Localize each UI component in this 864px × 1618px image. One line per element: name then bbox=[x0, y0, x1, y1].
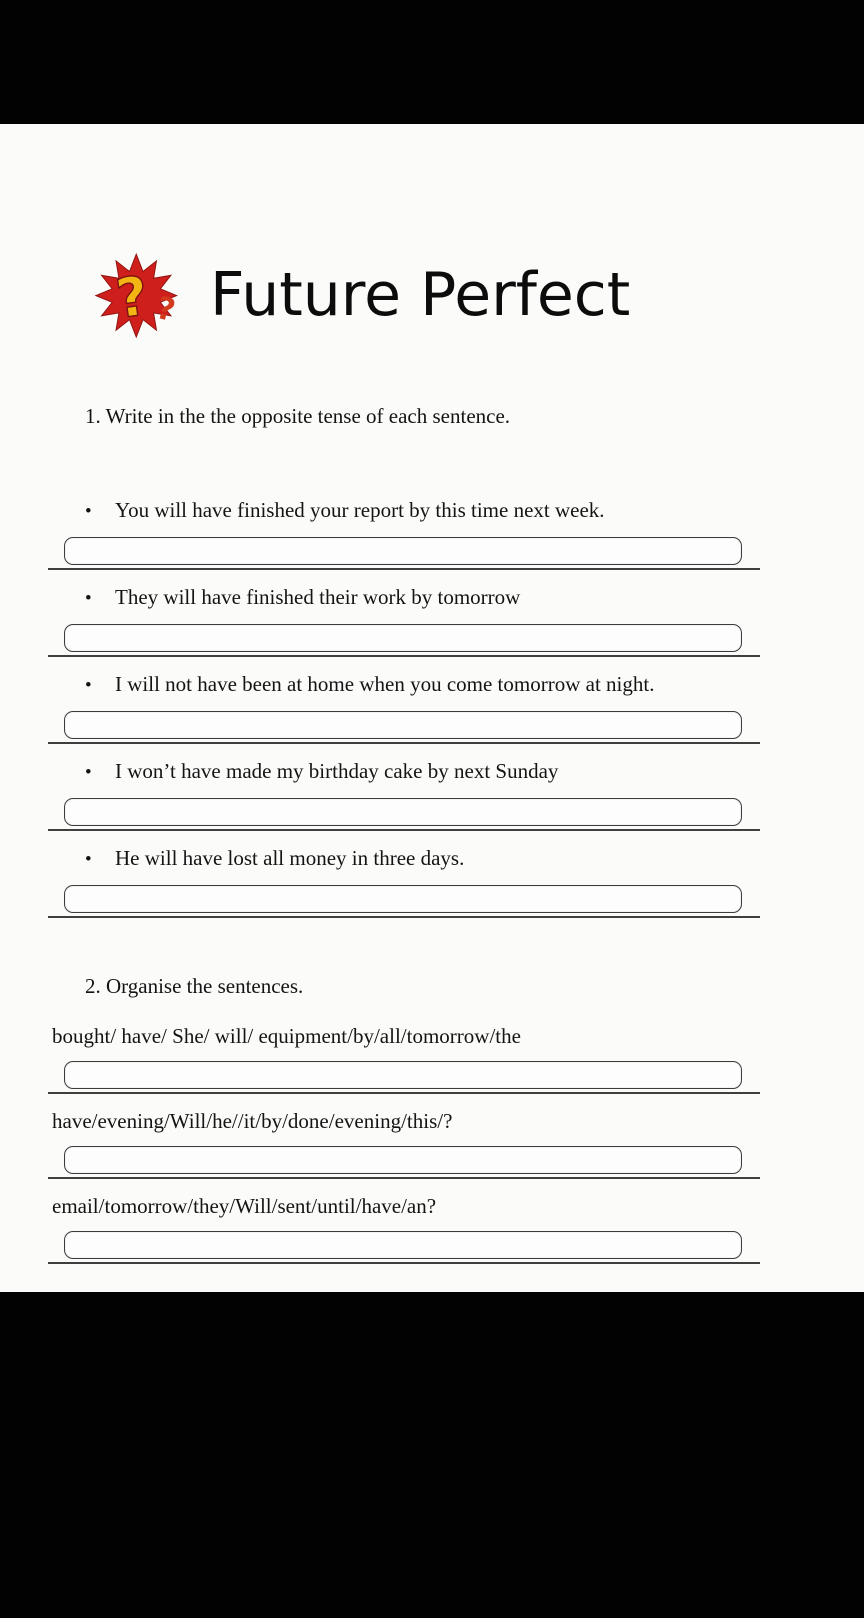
writing-line bbox=[48, 1177, 760, 1179]
sentence-text: They will have finished their work by tomorrow bbox=[115, 585, 521, 609]
exercise-item-6 bbox=[52, 1023, 812, 1094]
section1-heading: 1. Write in the the opposite tense of each sentence. bbox=[85, 404, 511, 428]
writing-line bbox=[48, 916, 760, 918]
exercise-item-3 bbox=[52, 671, 812, 744]
answer-input-3[interactable] bbox=[64, 711, 742, 739]
worksheet-content bbox=[0, 246, 864, 1264]
exercise-item-2 bbox=[52, 584, 812, 657]
bullet-marker: • bbox=[85, 762, 92, 783]
bullet-marker: • bbox=[85, 588, 92, 609]
writing-line bbox=[48, 1092, 760, 1094]
exercise-item-4 bbox=[52, 758, 812, 831]
bullet-marker: • bbox=[85, 501, 92, 522]
section2-items bbox=[52, 1023, 812, 1264]
letterbox-top bbox=[0, 0, 864, 124]
svg-text:?: ? bbox=[112, 263, 153, 331]
scrambled-sentence: have/evening/Will/he//it/by/done/evening/this/? bbox=[52, 1109, 453, 1133]
question-splash-icon bbox=[90, 252, 196, 344]
sentence-text: I will not have been at home when you come tomorrow at night. bbox=[115, 672, 655, 696]
section1-items bbox=[52, 497, 812, 918]
writing-line bbox=[48, 568, 760, 570]
letterbox-bottom bbox=[0, 1292, 864, 1618]
sentence-text: He will have lost all money in three days. bbox=[115, 846, 465, 870]
worksheet-page bbox=[0, 124, 864, 1292]
writing-line bbox=[48, 655, 760, 657]
scrambled-sentence: email/tomorrow/they/Will/sent/until/have/an? bbox=[52, 1194, 437, 1218]
writing-line bbox=[48, 829, 760, 831]
answer-input-5[interactable] bbox=[64, 885, 742, 913]
scrambled-sentence: bought/ have/ She/ will/ equipment/by/all/tomorrow/the bbox=[52, 1024, 521, 1048]
exercise-item-7 bbox=[52, 1108, 812, 1179]
answer-input-1[interactable] bbox=[64, 537, 742, 565]
exercise-item-5 bbox=[52, 845, 812, 918]
title-row bbox=[90, 246, 812, 350]
answer-input-8[interactable] bbox=[64, 1231, 742, 1259]
bullet-marker: • bbox=[85, 849, 92, 870]
writing-line bbox=[48, 1262, 760, 1264]
sentence-text: I won’t have made my birthday cake by next Sunday bbox=[115, 759, 559, 783]
sentence-text: You will have finished your report by this time next week. bbox=[115, 498, 605, 522]
writing-line bbox=[48, 742, 760, 744]
section2-heading: 2. Organise the sentences. bbox=[85, 974, 304, 998]
exercise-item-8 bbox=[52, 1193, 812, 1264]
answer-input-6[interactable] bbox=[64, 1061, 742, 1089]
svg-text:?: ? bbox=[152, 290, 179, 330]
answer-input-4[interactable] bbox=[64, 798, 742, 826]
exercise-item-1 bbox=[52, 497, 812, 570]
answer-input-2[interactable] bbox=[64, 624, 742, 652]
page-title: Future Perfect bbox=[210, 260, 631, 330]
answer-input-7[interactable] bbox=[64, 1146, 742, 1174]
bullet-marker: • bbox=[85, 675, 92, 696]
